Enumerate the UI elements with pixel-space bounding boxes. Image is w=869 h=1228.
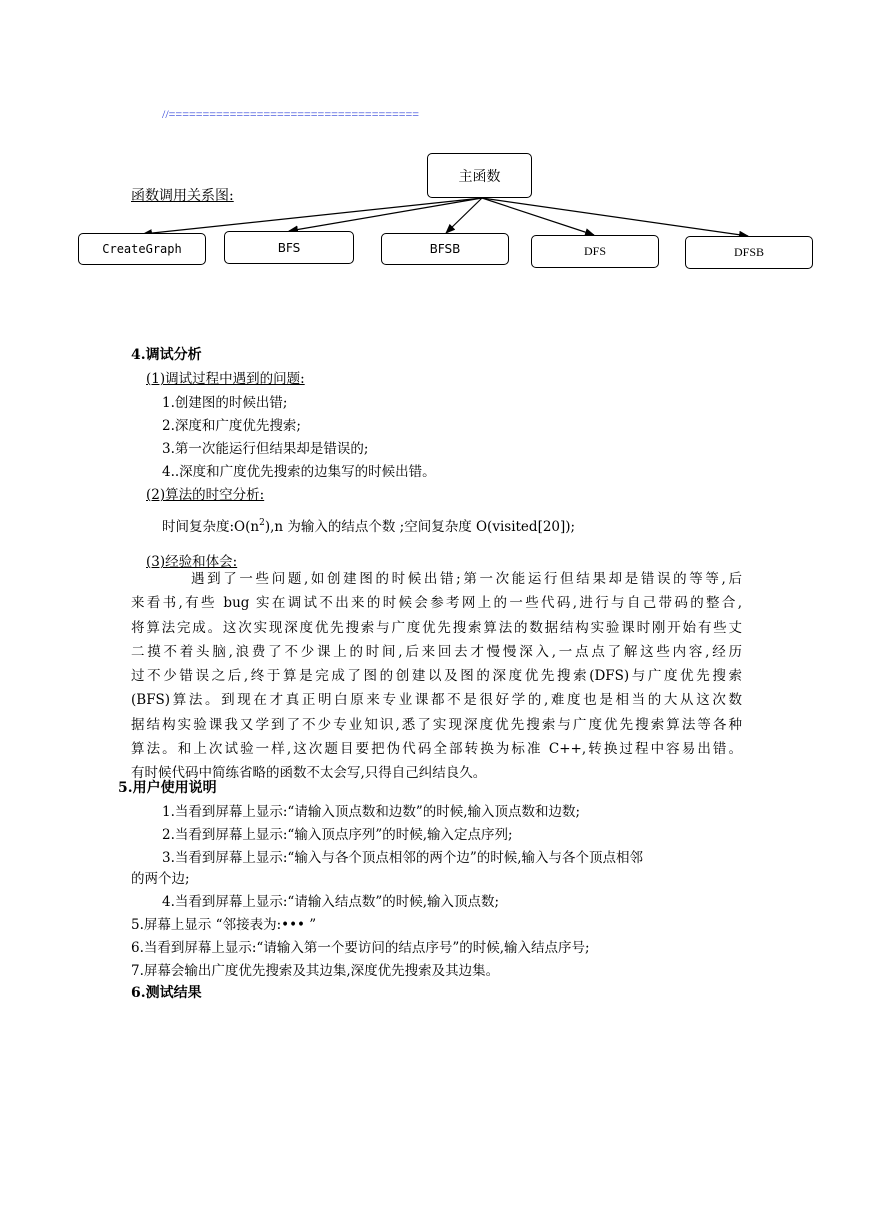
paragraph-line: (BFS)算法。到现在才真正明白原来专业课都不是很好学的,难度也是相当的大从这次数	[131, 692, 742, 709]
usage-line-2: 2.当看到屏幕上显示:“输入顶点序列”的时候,输入定点序列;	[162, 827, 513, 843]
issue-item-1: 1.创建图的时候出错;	[162, 395, 288, 411]
paragraph-line: 算法。和上次试验一样,这次题目要把伪代码全部转换为标准 C++,转换过程中容易出错。	[131, 741, 742, 758]
arrow-to-dfsb	[482, 198, 748, 236]
node-main: 主函数	[427, 153, 532, 198]
paragraph-line: 来看书,有些 bug 实在调试不出来的时候会参考网上的一些代码,进行与自己带码的整合,	[131, 595, 742, 612]
diagram-label: 函数调用关系图:	[131, 188, 234, 204]
section4-sub1: (1)调试过程中遇到的问题:	[146, 371, 305, 387]
node-creategraph: CreateGraph	[78, 233, 206, 265]
node-bfs: BFS	[224, 231, 354, 264]
issue-item-4: 4..深度和广度优先搜索的边集写的时候出错。	[162, 464, 436, 480]
complexity-line	[162, 515, 575, 535]
experience-paragraph	[131, 567, 742, 786]
node-dfsb: DFSB	[685, 236, 813, 269]
section4-sub3: (3)经验和体会:	[146, 554, 238, 570]
issue-item-2: 2.深度和广度优先搜索;	[162, 418, 301, 434]
paragraph-line: 据结构实验课我又学到了不少专业知识,悉了实现深度优先搜索与广度优先搜索算法等各种	[131, 716, 742, 733]
arrow-to-dfs	[482, 198, 594, 235]
complexity-post: ),n 为输入的结点个数 ;空间复杂度 O(visited[20]);	[264, 519, 576, 535]
usage-line-4: 4.当看到屏幕上显示:“请输入结点数”的时候,输入顶点数;	[162, 894, 500, 910]
separator-comment: //=====================================	[162, 107, 420, 121]
usage-line-6: 6.当看到屏幕上显示:“请输入第一个要访问的结点序号”的时候,输入结点序号;	[131, 940, 590, 956]
arrow-to-creategraph	[143, 198, 482, 234]
usage-line-3-cont: 的两个边;	[131, 871, 190, 887]
usage-line-7: 7.屏幕会输出广度优先搜索及其边集,深度优先搜索及其边集。	[131, 963, 500, 979]
issue-item-3: 3.第一次能运行但结果却是错误的;	[162, 441, 369, 457]
paragraph-line: 遇到了一些问题,如创建图的时候出错;第一次能运行但结果却是错误的等等,后	[191, 571, 742, 587]
usage-line-1: 1.当看到屏幕上显示:“请输入顶点数和边数”的时候,输入顶点数和边数;	[162, 804, 581, 820]
paragraph-line: 有时候代码中简练省略的函数不太会写,只得自己纠结良久。	[131, 765, 487, 782]
node-bfsb: BFSB	[381, 233, 509, 265]
node-dfs: DFS	[531, 235, 659, 268]
section4-heading: 4.调试分析	[131, 347, 202, 363]
paragraph-line: 将算法完成。这次实现深度优先搜索与广度优先搜索算法的数据结构实验课时刚开始有些丈	[131, 619, 742, 636]
section4-sub2: (2)算法的时空分析:	[146, 487, 265, 503]
section6-heading: 6.测试结果	[131, 985, 202, 1001]
paragraph-line: 二摸不着头脑,浪费了不少课上的时间,后来回去才慢慢深入,一点点了解这些内容,经历	[131, 643, 742, 660]
usage-line-3: 3.当看到屏幕上显示:“输入与各个顶点相邻的两个边”的时候,输入与各个顶点相邻	[162, 850, 644, 866]
complexity-pre: 时间复杂度:O(n	[162, 519, 260, 535]
paragraph-line: 过不少错误之后,终于算是完成了图的创建以及图的深度优先搜索(DFS)与广度优先搜索	[131, 668, 742, 685]
section5-heading: 5.用户使用说明	[118, 780, 217, 796]
complexity-sup: 2	[259, 518, 265, 528]
usage-line-5: 5.屏幕上显示 “邻接表为:••• ”	[131, 917, 317, 933]
